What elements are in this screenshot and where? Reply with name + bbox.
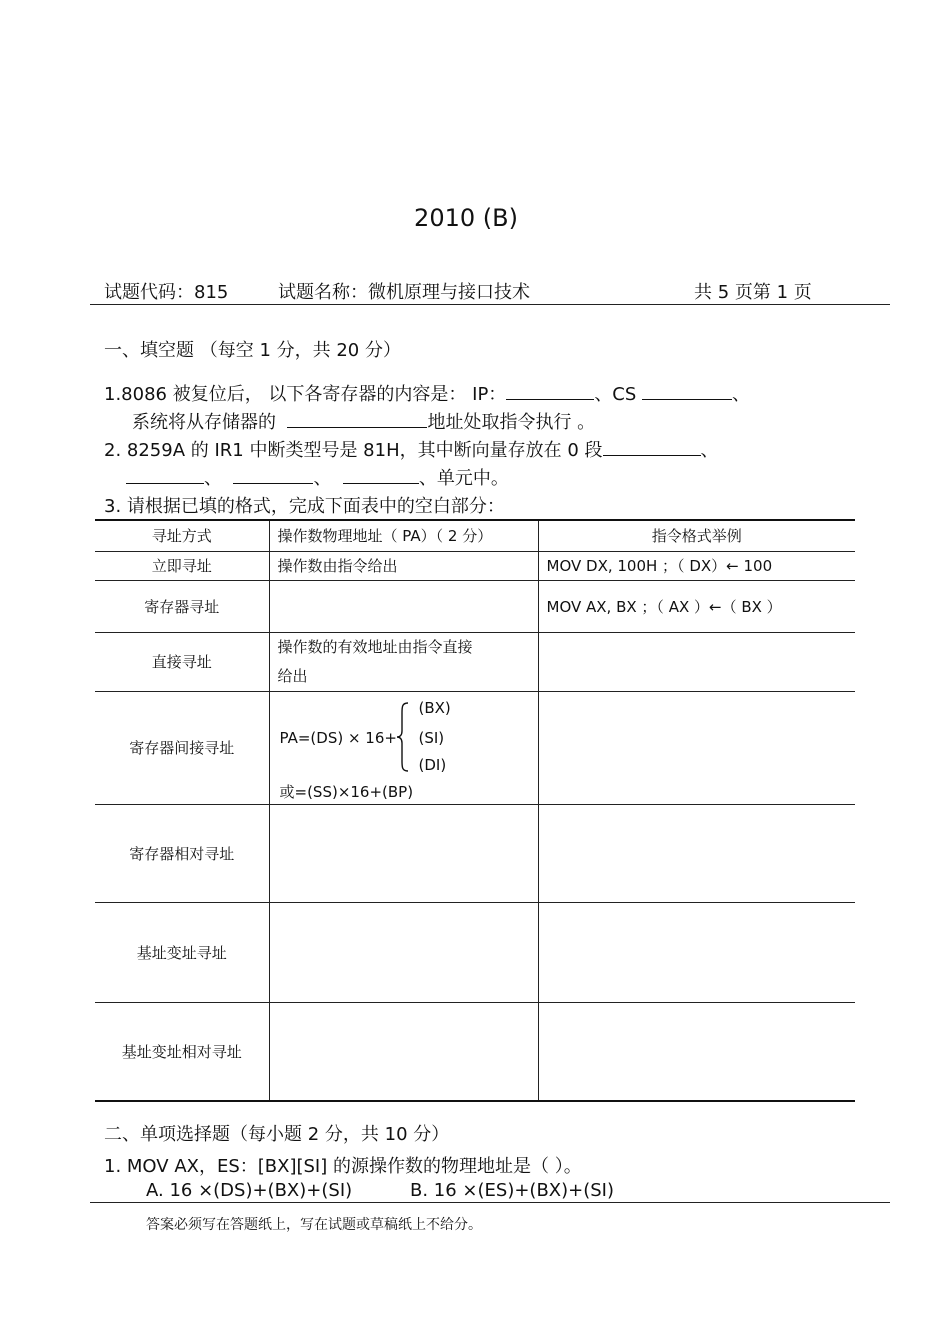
page-count: 共 5 页第 1 页 <box>694 282 812 303</box>
row-mode: 直接寻址 <box>95 632 269 691</box>
blank-vector-4[interactable] <box>343 465 419 484</box>
table-row <box>95 551 855 580</box>
pa-bx: (BX) <box>418 698 451 717</box>
row-example-blank[interactable] <box>538 1002 855 1101</box>
footer-note: 答案必须写在答题纸上，写在试题或草稿纸上不给分。 <box>146 1217 482 1233</box>
blank-vector-3[interactable] <box>233 465 313 484</box>
row-mode: 寄存器寻址 <box>95 580 269 632</box>
section2-heading: 二、单项选择题（每小题 2 分，共 10 分） <box>104 1124 450 1145</box>
row-pa <box>269 632 538 691</box>
blank-vector-1[interactable] <box>603 437 701 456</box>
page-title: 2010 (B) <box>414 204 518 232</box>
question-2-line-2 <box>126 464 509 490</box>
question-1-line-1 <box>104 380 750 406</box>
section1-heading: 一、填空题 （每空 1 分，共 20 分） <box>104 340 401 361</box>
row-mode: 基址变址寻址 <box>95 902 269 1002</box>
footer-rule <box>90 1202 890 1203</box>
exam-code: 试题代码：815 <box>104 282 229 303</box>
row-mode: 寄存器间接寻址 <box>95 691 269 804</box>
table-row <box>95 691 855 804</box>
pa-alt: 或=(SS)×16+(BP) <box>279 782 414 801</box>
blank-cs[interactable] <box>642 381 732 400</box>
row-mode: 立即寻址 <box>95 551 269 580</box>
pa-line-2: 给出 <box>277 666 308 685</box>
row-pa-blank[interactable] <box>269 1002 538 1101</box>
exam-name: 试题名称：微机原理与接口技术 <box>278 282 530 303</box>
pa-formula <box>270 693 538 803</box>
row-example-blank[interactable] <box>538 804 855 902</box>
table-header-row <box>95 520 855 551</box>
addressing-table <box>95 519 855 1102</box>
curly-brace-icon <box>396 701 410 773</box>
q2-tail: 单元中。 <box>436 468 509 489</box>
q1-text-b: 系统将从存储器的 <box>132 412 276 433</box>
row-example-blank[interactable] <box>538 632 855 691</box>
row-pa <box>269 691 538 804</box>
q1-end: 、 <box>732 384 751 405</box>
row-mode: 寄存器相对寻址 <box>95 804 269 902</box>
pa-di: (DI) <box>418 755 447 774</box>
table-row <box>95 1002 855 1101</box>
q2-sep-2: 、 <box>313 468 332 489</box>
blank-address[interactable] <box>287 409 427 428</box>
row-pa-blank[interactable] <box>269 580 538 632</box>
table-row <box>95 632 855 691</box>
table-row <box>95 902 855 1002</box>
pa-line-1: 操作数的有效地址由指令直接 <box>277 637 473 656</box>
option-b[interactable]: B. 16 ×(ES)+(BX)+(SI) <box>410 1180 615 1201</box>
q2-sep-1: 、 <box>204 468 222 489</box>
question-2-line-1 <box>104 436 719 462</box>
row-pa-blank[interactable] <box>269 902 538 1002</box>
choice-question-1: 1. MOV AX，ES：[BX][SI] 的源操作数的物理地址是（ ）。 <box>104 1156 582 1177</box>
table-row <box>95 804 855 902</box>
q2-end: 、 <box>700 440 719 461</box>
option-a[interactable]: A. 16 ×(DS)+(BX)+(SI) <box>146 1180 353 1201</box>
header-mode: 寻址方式 <box>95 520 269 551</box>
row-mode: 基址变址相对寻址 <box>95 1002 269 1101</box>
pa-main: PA=(DS) × 16+ <box>279 728 397 747</box>
question-1-line-2 <box>132 408 595 434</box>
header-pa: 操作数物理地址（ PA）（ 2 分） <box>269 520 538 551</box>
blank-ip[interactable] <box>506 381 594 400</box>
header-rule <box>90 304 890 305</box>
row-pa: 操作数由指令给出 <box>269 551 538 580</box>
row-pa-blank[interactable] <box>269 804 538 902</box>
header-example: 指令格式举例 <box>538 520 855 551</box>
row-example: MOV AX, BX ；（ AX ）←（ BX ） <box>538 580 855 632</box>
q2-sep-3: 、 <box>418 468 437 489</box>
row-example-blank[interactable] <box>538 902 855 1002</box>
row-example: MOV DX, 100H ；（ DX）← 100 <box>538 551 855 580</box>
pa-si: (SI) <box>418 728 445 747</box>
question-3: 3. 请根据已填的格式，完成下面表中的空白部分： <box>104 496 505 517</box>
table-row <box>95 580 855 632</box>
blank-vector-2[interactable] <box>126 465 204 484</box>
q1-sep: 、CS <box>594 384 637 405</box>
q1-text: 1.8086 被复位后， 以下各寄存器的内容是： IP： <box>104 384 507 405</box>
q2-text: 2. 8259A 的 IR1 中断类型号是 81H，其中断向量存放在 0 段 <box>104 440 603 461</box>
q1-text-c: 地址处取指令执行 。 <box>427 412 596 433</box>
row-example-blank[interactable] <box>538 691 855 804</box>
